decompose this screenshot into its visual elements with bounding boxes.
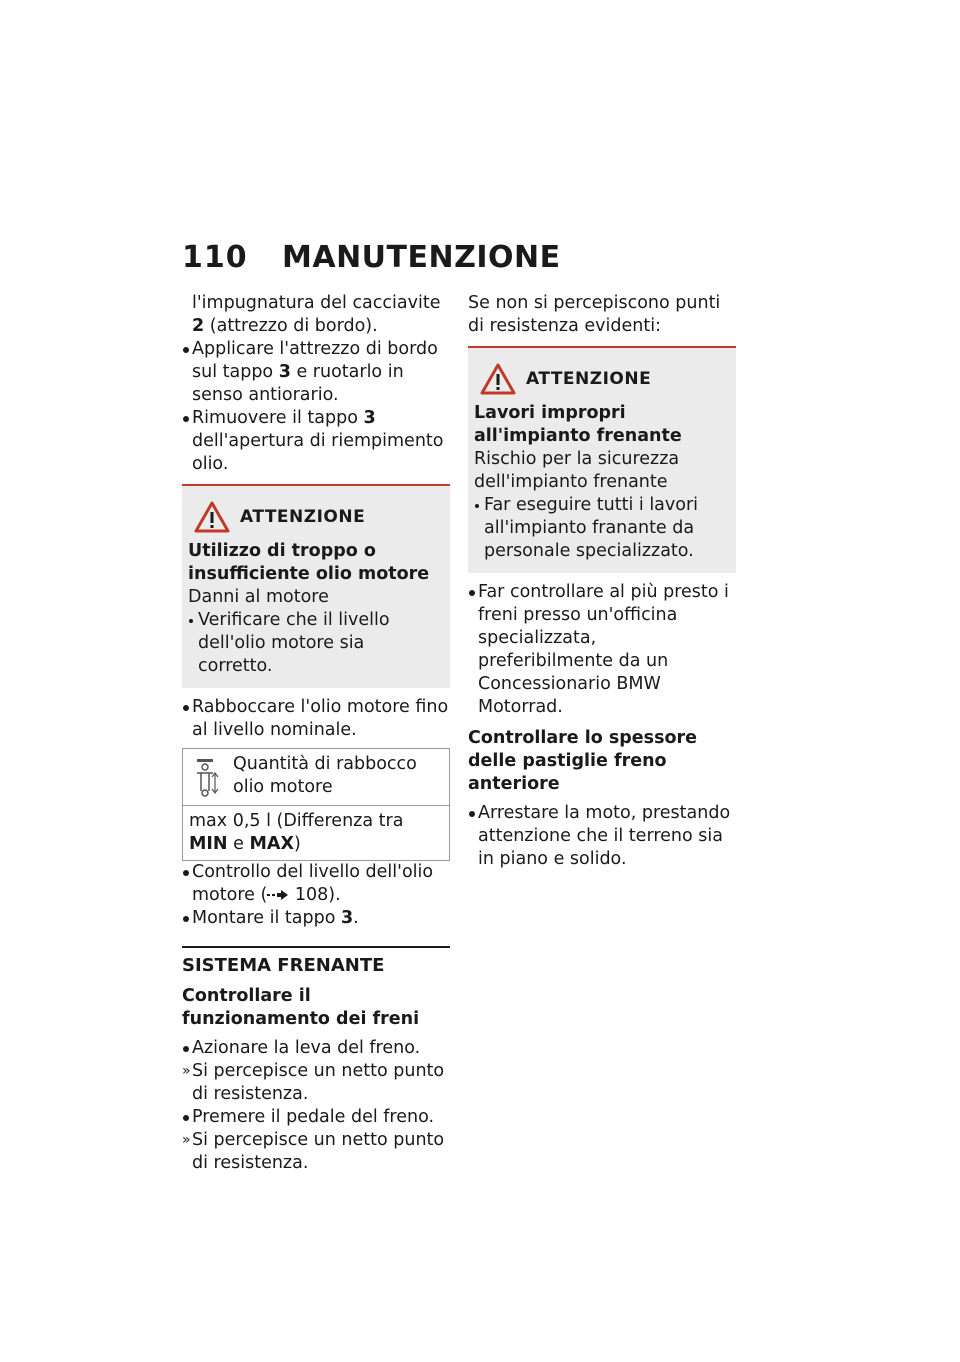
warning-header bbox=[474, 362, 728, 396]
quantity-value: max 0,5 l (Differenza tra MIN e MAX) bbox=[189, 811, 404, 854]
warning-title: ATTENZIONE bbox=[526, 368, 652, 389]
warning-subtitle: Lavori impropri all'impianto frenante bbox=[474, 403, 682, 446]
section-title: SISTEMA FRENANTE bbox=[182, 955, 385, 976]
step-apply-tool: Applicare l'attrezzo di bordo sul tappo 3 e ruotarlo in senso antiorario. bbox=[192, 339, 438, 405]
warning-title: ATTENZIONE bbox=[240, 506, 366, 527]
intro-text: Se non si percepiscono punti di resistenza evidenti: bbox=[468, 293, 721, 336]
oil-quantity-icon bbox=[189, 753, 225, 799]
subsection-title: Controllare lo spessore delle pastiglie freno anteriore bbox=[468, 728, 698, 794]
step-top-up-oil: Rabboccare l'olio motore fino al livello nominale. bbox=[192, 697, 449, 740]
step-stop-bike: Arrestare la moto, prestando attenzione che il terreno sia in piano e solido. bbox=[478, 803, 731, 869]
step-brake-pedal: Premere il pedale del freno. bbox=[192, 1107, 435, 1127]
result-brake-lever: » Si percepisce un netto punto di resistenza. bbox=[182, 1061, 445, 1104]
result-brake-pedal: » Si percepisce un netto punto di resistenza. bbox=[182, 1130, 445, 1173]
left-column bbox=[182, 292, 450, 1175]
continued-text: l'impugnatura del cacciavite 2 (attrezzo di bordo). bbox=[192, 293, 441, 336]
step-brake-lever: Azionare la leva del freno. bbox=[192, 1038, 421, 1058]
result-arrow-icon: » bbox=[182, 1132, 191, 1148]
right-column bbox=[468, 292, 736, 871]
subsection-title: Controllare il funzionamento dei freni bbox=[182, 986, 420, 1029]
step-mount-cap: Montare il tappo 3. bbox=[192, 908, 359, 928]
warning-box-brakes bbox=[468, 346, 736, 573]
arrow-ref-icon bbox=[267, 889, 289, 901]
section-divider bbox=[182, 946, 450, 948]
page-header bbox=[182, 240, 742, 280]
warning-triangle-icon bbox=[480, 363, 516, 395]
result-arrow-icon: » bbox=[182, 1063, 191, 1079]
warning-header bbox=[188, 500, 442, 534]
warning-subtitle: Utilizzo di troppo o insufficiente olio motore bbox=[188, 541, 430, 584]
warning-risk: Danni al motore bbox=[188, 587, 329, 607]
warning-bullet: Verificare che il livello dell'olio motore sia corretto. bbox=[198, 610, 390, 676]
step-check-oil-level: Controllo del livello dell'olio motore ( 108). bbox=[192, 862, 434, 905]
step-remove-cap: Rimuovere il tappo 3 dell'apertura di riempimento olio. bbox=[192, 408, 444, 474]
warning-triangle-icon bbox=[194, 501, 230, 533]
warning-box-oil bbox=[182, 484, 450, 688]
page-number: 110 bbox=[182, 240, 248, 275]
quantity-box bbox=[182, 748, 450, 861]
chapter-title: MANUTENZIONE bbox=[282, 240, 561, 275]
warning-risk: Rischio per la sicurezza dell'impianto frenante bbox=[474, 449, 680, 492]
quantity-label-row bbox=[183, 749, 449, 806]
step-workshop-check: Far controllare al più presto i freni presso un'officina specializzata, preferibilmente da un Concessionario BMW Motorrad. bbox=[478, 582, 729, 717]
quantity-label: Quantità di rabbocco olio motore bbox=[233, 754, 417, 797]
warning-bullet: Far eseguire tutti i lavori all'impianto franante da personale specializzato. bbox=[484, 495, 699, 561]
